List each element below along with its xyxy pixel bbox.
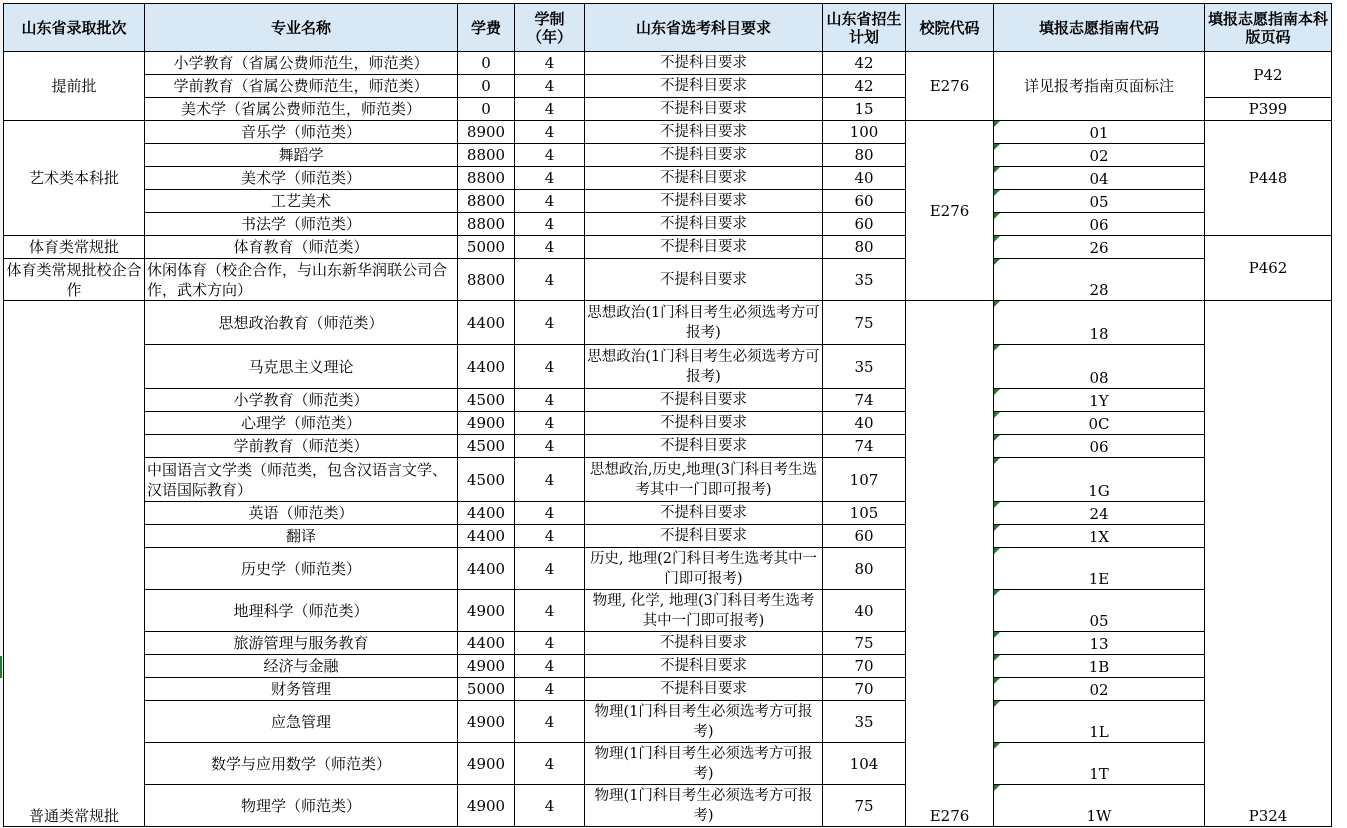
major-cell[interactable]: 体育教育（师范类） [145, 236, 458, 259]
subject-req-cell[interactable]: 不提科目要求 [585, 389, 823, 412]
major-cell[interactable]: 学前教育（省属公费师范生，师范类） [145, 75, 458, 98]
major-cell[interactable]: 中国语言文学类（师范类，包含汉语言文学、汉语国际教育） [145, 458, 458, 502]
fee-cell[interactable]: 8800 [458, 259, 515, 301]
plan-cell[interactable]: 70 [823, 655, 906, 678]
guide-code-cell[interactable]: 01 [994, 121, 1205, 144]
plan-cell[interactable]: 40 [823, 412, 906, 435]
school-code-cell[interactable]: E276 [906, 301, 994, 827]
years-cell[interactable]: 4 [515, 785, 585, 827]
table-row [4, 548, 1332, 590]
years-cell[interactable]: 4 [515, 345, 585, 389]
subject-req-cell[interactable]: 思想政治(1门科目考生必须选考方可报考) [585, 301, 823, 345]
major-cell[interactable]: 财务管理 [145, 678, 458, 701]
years-cell[interactable]: 4 [515, 259, 585, 301]
header-guide-code[interactable]: 填报志愿指南代码 [994, 4, 1205, 52]
fee-cell[interactable]: 4900 [458, 412, 515, 435]
years-cell[interactable]: 4 [515, 632, 585, 655]
guide-code-cell[interactable]: 02 [994, 678, 1205, 701]
years-cell[interactable]: 4 [515, 435, 585, 458]
table-row [4, 525, 1332, 548]
table-row [4, 502, 1332, 525]
major-cell[interactable]: 心理学（师范类） [145, 412, 458, 435]
years-cell[interactable]: 4 [515, 144, 585, 167]
major-cell[interactable]: 地理科学（师范类） [145, 590, 458, 632]
subject-req-cell[interactable]: 思想政治,历史,地理(3门科目考生选考其中一门即可报考) [585, 458, 823, 502]
guide-code-cell[interactable]: 18 [994, 301, 1205, 345]
subject-req-cell[interactable]: 不提科目要求 [585, 167, 823, 190]
years-cell[interactable]: 4 [515, 75, 585, 98]
subject-req-cell[interactable]: 不提科目要求 [585, 52, 823, 75]
major-cell[interactable]: 小学教育（师范类） [145, 389, 458, 412]
major-cell[interactable]: 美术学（省属公费师范生，师范类） [145, 98, 458, 121]
plan-cell[interactable]: 75 [823, 301, 906, 345]
subject-req-cell[interactable]: 不提科目要求 [585, 98, 823, 121]
major-cell[interactable]: 音乐学（师范类） [145, 121, 458, 144]
major-cell[interactable]: 数学与应用数学（师范类） [145, 743, 458, 785]
major-cell[interactable]: 小学教育（省属公费师范生，师范类） [145, 52, 458, 75]
plan-cell[interactable]: 40 [823, 167, 906, 190]
fee-cell[interactable]: 4900 [458, 743, 515, 785]
major-cell[interactable]: 物理学（师范类） [145, 785, 458, 827]
table-row [4, 458, 1332, 502]
fee-cell[interactable]: 0 [458, 75, 515, 98]
fee-cell[interactable]: 4900 [458, 701, 515, 743]
years-cell[interactable]: 4 [515, 458, 585, 502]
school-code-cell[interactable]: E276 [906, 52, 994, 121]
fee-cell[interactable]: 4400 [458, 301, 515, 345]
table-row [4, 389, 1332, 412]
plan-cell[interactable]: 60 [823, 525, 906, 548]
subject-req-cell[interactable]: 物理, 化学, 地理(3门科目考生选考其中一门即可报考) [585, 590, 823, 632]
fee-cell[interactable]: 8800 [458, 167, 515, 190]
guide-code-cell[interactable]: 02 [994, 144, 1205, 167]
major-cell[interactable]: 马克思主义理论 [145, 345, 458, 389]
plan-cell[interactable]: 40 [823, 590, 906, 632]
years-cell[interactable]: 4 [515, 743, 585, 785]
plan-cell[interactable]: 60 [823, 190, 906, 213]
subject-req-cell[interactable]: 不提科目要求 [585, 190, 823, 213]
major-cell[interactable]: 英语（师范类） [145, 502, 458, 525]
fee-cell[interactable]: 8800 [458, 213, 515, 236]
guide-code-cell[interactable]: 1X [994, 525, 1205, 548]
years-cell[interactable]: 4 [515, 236, 585, 259]
years-cell[interactable]: 4 [515, 701, 585, 743]
years-cell[interactable]: 4 [515, 121, 585, 144]
guide-code-cell[interactable]: 1B [994, 655, 1205, 678]
header-batch[interactable]: 山东省录取批次 [4, 4, 145, 52]
table-row [4, 655, 1332, 678]
guide-code-cell[interactable]: 26 [994, 236, 1205, 259]
plan-cell[interactable]: 42 [823, 75, 906, 98]
school-code-cell[interactable]: E276 [906, 121, 994, 301]
plan-cell[interactable]: 35 [823, 259, 906, 301]
major-cell[interactable]: 应急管理 [145, 701, 458, 743]
table-row [4, 144, 1332, 167]
header-page[interactable]: 填报志愿指南本科版页码 [1205, 4, 1332, 52]
table-row [4, 435, 1332, 458]
subject-req-cell[interactable]: 物理(1门科目考生必须选考方可报考) [585, 785, 823, 827]
table-row [4, 632, 1332, 655]
guide-code-cell[interactable]: 24 [994, 502, 1205, 525]
batch-cell[interactable]: 提前批 [4, 52, 145, 121]
subject-req-cell[interactable]: 不提科目要求 [585, 412, 823, 435]
plan-cell[interactable]: 60 [823, 213, 906, 236]
guide-code-cell[interactable]: 1E [994, 548, 1205, 590]
guide-code-cell[interactable]: 1T [994, 743, 1205, 785]
table-row [4, 301, 1332, 345]
guide-code-cell[interactable]: 13 [994, 632, 1205, 655]
header-years[interactable]: 学制（年） [515, 4, 585, 52]
major-cell[interactable]: 休闲体育（校企合作，与山东新华润联公司合作，武术方向） [145, 259, 458, 301]
plan-cell[interactable]: 75 [823, 785, 906, 827]
years-cell[interactable]: 4 [515, 678, 585, 701]
header-subject-req[interactable]: 山东省选考科目要求 [585, 4, 823, 52]
years-cell[interactable]: 4 [515, 525, 585, 548]
fee-cell[interactable]: 4900 [458, 785, 515, 827]
guide-code-cell[interactable]: 28 [994, 259, 1205, 301]
fee-cell[interactable]: 4400 [458, 345, 515, 389]
subject-req-cell[interactable]: 不提科目要求 [585, 502, 823, 525]
fee-cell[interactable]: 8900 [458, 121, 515, 144]
table-row [4, 701, 1332, 743]
plan-cell[interactable]: 15 [823, 98, 906, 121]
major-cell[interactable]: 思想政治教育（师范类） [145, 301, 458, 345]
major-cell[interactable]: 旅游管理与服务教育 [145, 632, 458, 655]
plan-cell[interactable]: 80 [823, 144, 906, 167]
plan-cell[interactable]: 80 [823, 236, 906, 259]
header-row [4, 4, 1332, 52]
plan-cell[interactable]: 35 [823, 345, 906, 389]
table-row [4, 121, 1332, 144]
page-cell[interactable]: P448 [1205, 121, 1332, 236]
batch-cell[interactable]: 艺术类本科批 [4, 121, 145, 236]
guide-code-cell[interactable]: 1W [994, 785, 1205, 827]
years-cell[interactable]: 4 [515, 502, 585, 525]
fee-cell[interactable]: 5000 [458, 678, 515, 701]
subject-req-cell[interactable]: 历史, 地理(2门科目考生选考其中一门即可报考) [585, 548, 823, 590]
page-cell[interactable]: P42 [1205, 52, 1332, 98]
table-row [4, 213, 1332, 236]
subject-req-cell[interactable]: 物理(1门科目考生必须选考方可报考) [585, 743, 823, 785]
table-row [4, 190, 1332, 213]
table-row [4, 590, 1332, 632]
plan-cell[interactable]: 35 [823, 701, 906, 743]
plan-cell[interactable]: 107 [823, 458, 906, 502]
subject-req-cell[interactable]: 不提科目要求 [585, 655, 823, 678]
fee-cell[interactable]: 4400 [458, 502, 515, 525]
fee-cell[interactable]: 0 [458, 52, 515, 75]
subject-req-cell[interactable]: 不提科目要求 [585, 121, 823, 144]
plan-cell[interactable]: 74 [823, 389, 906, 412]
guide-code-cell[interactable]: 04 [994, 167, 1205, 190]
subject-req-cell[interactable]: 不提科目要求 [585, 236, 823, 259]
fee-cell[interactable]: 4400 [458, 548, 515, 590]
batch-cell[interactable]: 普通类常规批 [4, 301, 145, 827]
fee-cell[interactable]: 8800 [458, 190, 515, 213]
table-row [4, 743, 1332, 785]
fee-cell[interactable]: 4500 [458, 389, 515, 412]
guide-code-cell[interactable]: 1L [994, 701, 1205, 743]
table-row [4, 785, 1332, 827]
guide-code-cell[interactable]: 0C [994, 412, 1205, 435]
header-major[interactable]: 专业名称 [145, 4, 458, 52]
header-plan[interactable]: 山东省招生计划 [823, 4, 906, 52]
major-cell[interactable]: 舞蹈学 [145, 144, 458, 167]
major-cell[interactable]: 书法学（师范类） [145, 213, 458, 236]
plan-cell[interactable]: 75 [823, 632, 906, 655]
table-row [4, 412, 1332, 435]
years-cell[interactable]: 4 [515, 167, 585, 190]
table-row [4, 345, 1332, 389]
table-row [4, 259, 1332, 301]
plan-cell[interactable]: 80 [823, 548, 906, 590]
table-row [4, 678, 1332, 701]
fee-cell[interactable]: 4900 [458, 590, 515, 632]
fee-cell[interactable]: 4400 [458, 632, 515, 655]
table-row [4, 167, 1332, 190]
guide-code-cell[interactable]: 05 [994, 590, 1205, 632]
subject-req-cell[interactable]: 思想政治(1门科目考生必须选考方可报考) [585, 345, 823, 389]
fee-cell[interactable]: 4400 [458, 525, 515, 548]
years-cell[interactable]: 4 [515, 389, 585, 412]
fee-cell[interactable]: 4500 [458, 435, 515, 458]
plan-cell[interactable]: 70 [823, 678, 906, 701]
guide-code-cell[interactable]: 08 [994, 345, 1205, 389]
major-cell[interactable]: 学前教育（师范类） [145, 435, 458, 458]
years-cell[interactable]: 4 [515, 590, 585, 632]
subject-req-cell[interactable]: 不提科目要求 [585, 75, 823, 98]
years-cell[interactable]: 4 [515, 655, 585, 678]
batch-cell[interactable]: 体育类常规批校企合作 [4, 259, 145, 301]
subject-req-cell[interactable]: 不提科目要求 [585, 435, 823, 458]
years-cell[interactable]: 4 [515, 190, 585, 213]
subject-req-cell[interactable]: 不提科目要求 [585, 678, 823, 701]
major-cell[interactable]: 翻译 [145, 525, 458, 548]
header-fee[interactable]: 学费 [458, 4, 515, 52]
fee-cell[interactable]: 4900 [458, 655, 515, 678]
table-row [4, 236, 1332, 259]
guide-code-cell[interactable]: 1Y [994, 389, 1205, 412]
years-cell[interactable]: 4 [515, 412, 585, 435]
major-cell[interactable]: 经济与金融 [145, 655, 458, 678]
subject-req-cell[interactable]: 物理(1门科目考生必须选考方可报考) [585, 701, 823, 743]
guide-code-cell[interactable]: 06 [994, 435, 1205, 458]
guide-code-cell[interactable]: 1G [994, 458, 1205, 502]
guide-code-cell[interactable]: 06 [994, 213, 1205, 236]
subject-req-cell[interactable]: 不提科目要求 [585, 213, 823, 236]
fee-cell[interactable]: 4500 [458, 458, 515, 502]
page-cell[interactable]: P399 [1205, 98, 1332, 121]
subject-req-cell[interactable]: 不提科目要求 [585, 259, 823, 301]
major-cell[interactable]: 工艺美术 [145, 190, 458, 213]
batch-cell[interactable]: 体育类常规批 [4, 236, 145, 259]
plan-cell[interactable]: 100 [823, 121, 906, 144]
plan-cell[interactable]: 74 [823, 435, 906, 458]
years-cell[interactable]: 4 [515, 98, 585, 121]
years-cell[interactable]: 4 [515, 301, 585, 345]
guide-code-cell[interactable]: 05 [994, 190, 1205, 213]
fee-cell[interactable]: 0 [458, 98, 515, 121]
fee-cell[interactable]: 8800 [458, 144, 515, 167]
page-cell[interactable]: P324 [1205, 301, 1332, 827]
table-row [4, 52, 1332, 75]
fee-cell[interactable]: 5000 [458, 236, 515, 259]
subject-req-cell[interactable]: 不提科目要求 [585, 525, 823, 548]
header-school-code[interactable]: 校院代码 [906, 4, 994, 52]
subject-req-cell[interactable]: 不提科目要求 [585, 632, 823, 655]
major-cell[interactable]: 美术学（师范类） [145, 167, 458, 190]
years-cell[interactable]: 4 [515, 213, 585, 236]
plan-cell[interactable]: 105 [823, 502, 906, 525]
major-cell[interactable]: 历史学（师范类） [145, 548, 458, 590]
admission-table [3, 3, 1332, 827]
years-cell[interactable]: 4 [515, 52, 585, 75]
plan-cell[interactable]: 42 [823, 52, 906, 75]
years-cell[interactable]: 4 [515, 548, 585, 590]
selection-marker [0, 656, 2, 678]
page-cell[interactable]: P462 [1205, 236, 1332, 301]
plan-cell[interactable]: 104 [823, 743, 906, 785]
guide-note-cell[interactable]: 详见报考指南页面标注 [994, 52, 1205, 121]
subject-req-cell[interactable]: 不提科目要求 [585, 144, 823, 167]
